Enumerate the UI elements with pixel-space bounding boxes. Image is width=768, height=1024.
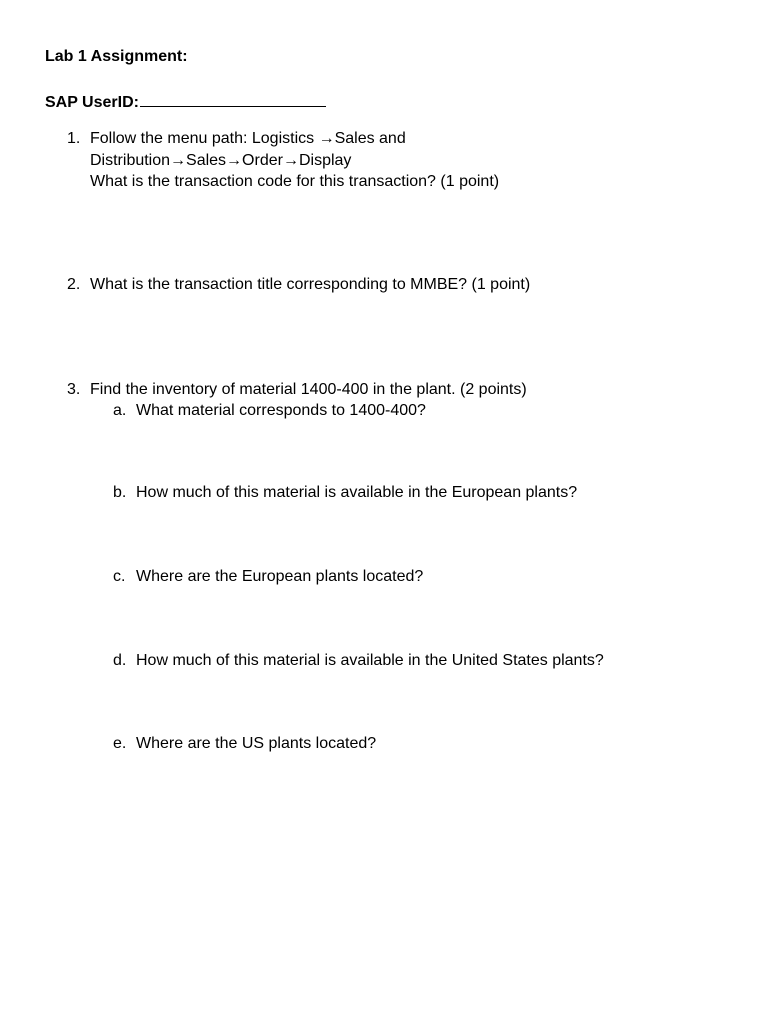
sub-item-b-text: How much of this material is available in the European plants?: [136, 484, 578, 501]
userid-label: SAP UserID:: [45, 94, 139, 111]
sub-item-e-text: Where are the US plants located?: [136, 735, 377, 752]
sub-item-a-text: What material corresponds to 1400-400?: [136, 402, 426, 419]
question-1-line-3: What is the transaction code for this transaction? (1 point): [90, 173, 500, 190]
sub-item-c-letter: c.: [113, 568, 126, 585]
question-1-line-1: Follow the menu path: Logistics →Sales and: [90, 130, 406, 147]
sub-item-b-letter: b.: [113, 484, 127, 501]
userid-blank: [140, 89, 326, 107]
question-1-line-2: Distribution→Sales→Order→Display: [90, 152, 352, 169]
sub-item-a-letter: a.: [113, 402, 127, 419]
sub-item-e-letter: e.: [113, 735, 127, 752]
sub-item-c-text: Where are the European plants located?: [136, 568, 424, 585]
question-3-number: 3.: [67, 381, 81, 398]
document-title: Lab 1 Assignment:: [45, 48, 188, 65]
sub-item-d-letter: d.: [113, 652, 127, 669]
sub-item-d-text: How much of this material is available in the United States plants?: [136, 652, 604, 669]
question-3-line-1: Find the inventory of material 1400-400 in the plant. (2 points): [90, 381, 527, 398]
question-1-number: 1.: [67, 130, 81, 147]
question-2-number: 2.: [67, 276, 81, 293]
question-2-line-1: What is the transaction title corresponding to MMBE? (1 point): [90, 276, 531, 293]
userid-line: [45, 89, 326, 113]
